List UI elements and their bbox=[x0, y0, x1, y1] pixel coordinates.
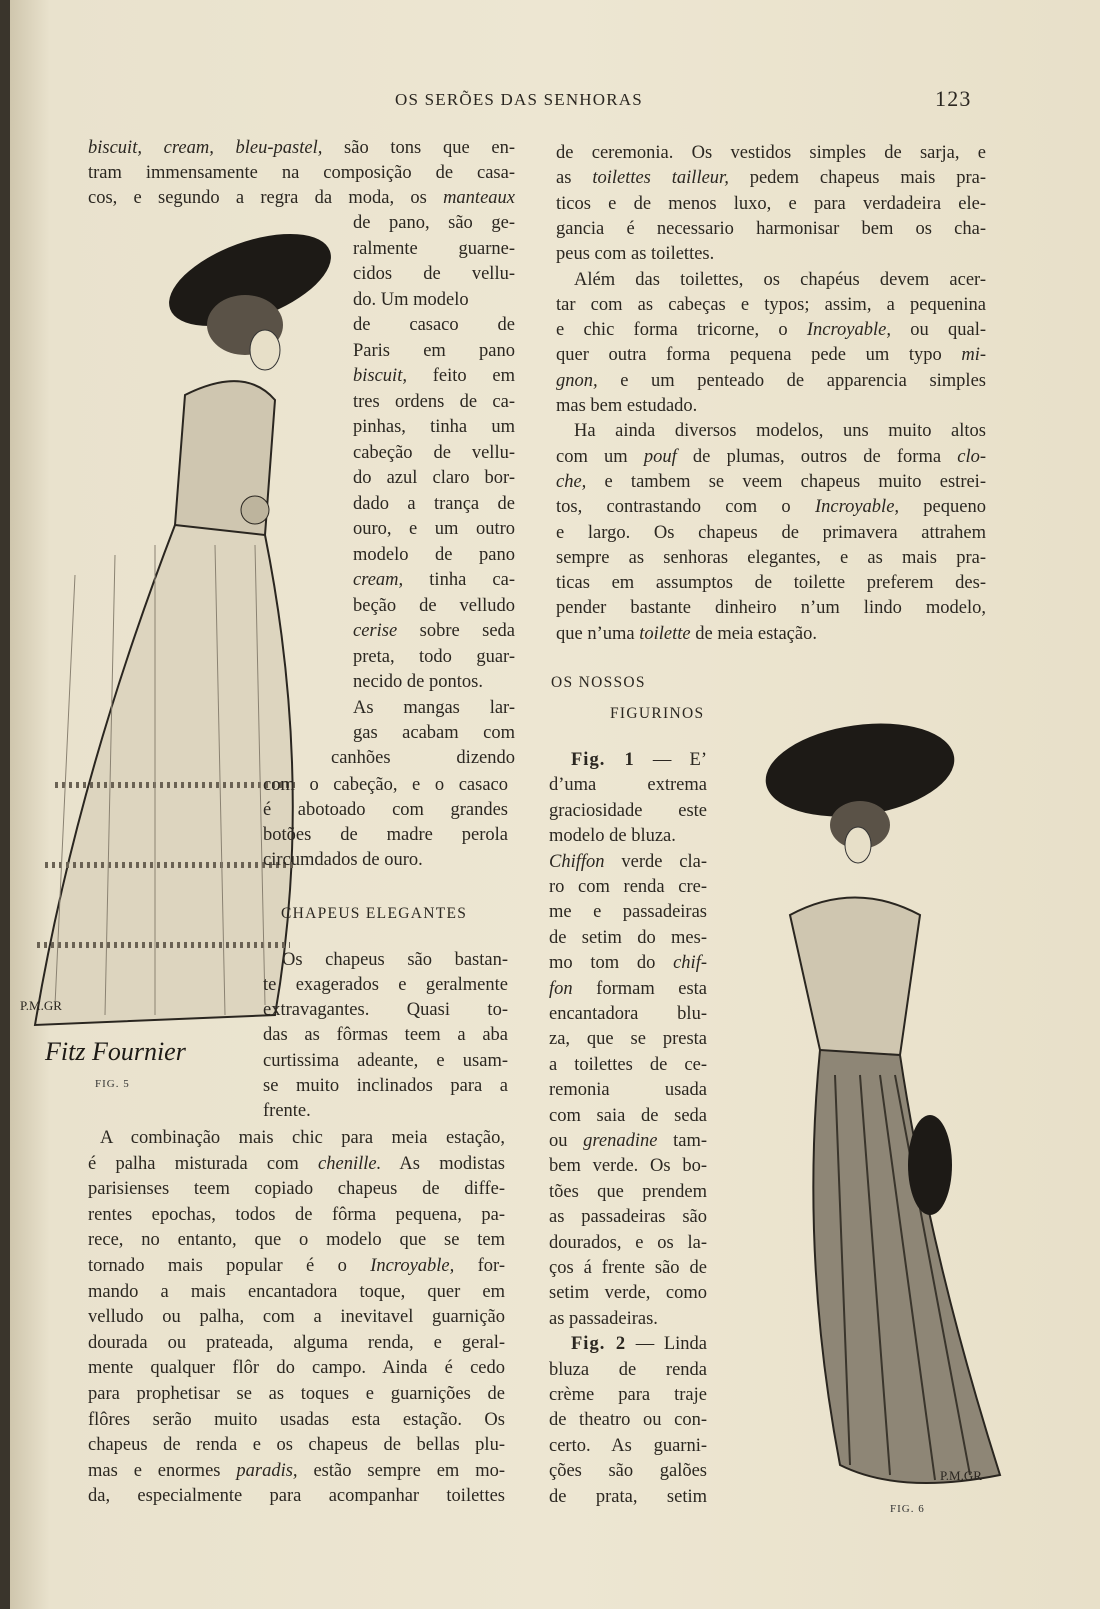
text-run: com o cabeção, e o casaco bbox=[263, 775, 508, 795]
text-line bbox=[353, 467, 515, 489]
text-line bbox=[549, 1003, 707, 1025]
text-line bbox=[549, 1181, 707, 1203]
text-run: beção de velludo bbox=[353, 595, 515, 616]
text-line bbox=[353, 391, 515, 413]
fig5-signature: Fitz Fournier bbox=[45, 1037, 186, 1066]
text-run: ou bbox=[549, 1131, 584, 1151]
text-run: mo tom do bbox=[549, 953, 674, 974]
italic-run: che, bbox=[556, 471, 587, 492]
text-run: rentes epochas, todos de fôrma pequena, pa- bbox=[88, 1204, 505, 1225]
text-line bbox=[263, 799, 508, 821]
text-run: botões de madre perola bbox=[263, 825, 508, 845]
text-line bbox=[556, 344, 986, 366]
text-run: a toilettes de ce- bbox=[549, 1054, 707, 1075]
text-run: Ha ainda diversos modelos, uns muito altos bbox=[574, 421, 986, 442]
text-run: tinha ca- bbox=[403, 570, 515, 590]
italic-run: biscuit, bbox=[353, 366, 407, 386]
text-run: de plumas, outros de forma bbox=[676, 446, 958, 467]
text-run: tões que prendem bbox=[549, 1181, 707, 1202]
text-line bbox=[556, 294, 986, 316]
italic-run: mi- bbox=[961, 345, 986, 366]
text-line bbox=[556, 370, 986, 392]
text-line bbox=[549, 952, 707, 974]
italic-run: clo- bbox=[957, 446, 986, 467]
text-line bbox=[549, 1232, 707, 1254]
text-run: de ceremonia. Os vestidos simples de sarja, e bbox=[556, 143, 986, 163]
text-run: que n’uma bbox=[556, 623, 640, 644]
text-line bbox=[88, 1357, 505, 1379]
text-run: Paris em pano bbox=[353, 340, 515, 361]
text-line bbox=[263, 974, 508, 996]
fig5-rose bbox=[241, 496, 269, 524]
text-line bbox=[574, 269, 986, 291]
text-line bbox=[88, 1460, 505, 1482]
text-run: feito em bbox=[406, 366, 515, 386]
text-line bbox=[549, 978, 707, 1000]
text-run: dourados, e os la- bbox=[549, 1232, 707, 1253]
text-line bbox=[88, 162, 515, 184]
text-line bbox=[88, 1306, 505, 1328]
text-run: gancia é necessario harmonisar bem os cha- bbox=[556, 218, 986, 239]
text-run: Além das toilettes, os chapéus devem acer- bbox=[574, 269, 986, 290]
text-line bbox=[549, 901, 707, 923]
text-line bbox=[88, 1255, 505, 1277]
magazine-page bbox=[10, 0, 1100, 1609]
text-run: verde cla- bbox=[604, 851, 707, 872]
text-line bbox=[353, 722, 515, 744]
book-spine-shadow bbox=[0, 0, 10, 1609]
text-line bbox=[331, 747, 515, 769]
text-line bbox=[353, 671, 515, 693]
text-line bbox=[556, 193, 986, 215]
text-run: e tambem se veem chapeus muito estrei- bbox=[586, 471, 986, 492]
text-run: — E’ bbox=[634, 750, 707, 770]
text-line bbox=[353, 365, 515, 387]
text-line bbox=[549, 1206, 707, 1228]
text-run: para prophetisar se as toques e guarnições de bbox=[88, 1384, 505, 1404]
text-line bbox=[88, 1332, 505, 1354]
text-run: mas e enormes bbox=[88, 1460, 237, 1481]
italic-run: pouf bbox=[643, 446, 677, 467]
text-run: é palha misturada com bbox=[88, 1153, 319, 1174]
text-run: rece, no entanto, que o modelo que se tem bbox=[88, 1230, 505, 1251]
section-heading-nossos: OS NOSSOS bbox=[551, 674, 646, 691]
text-line bbox=[549, 1460, 707, 1482]
text-run: peus com as toilettes. bbox=[556, 244, 715, 265]
text-line bbox=[353, 620, 515, 642]
text-line bbox=[556, 446, 986, 468]
text-line bbox=[353, 518, 515, 540]
text-run: e um penteado de apparencia simples bbox=[597, 370, 986, 391]
text-run: parisienses teem copiado chapeus de diffe- bbox=[88, 1179, 505, 1200]
text-run: são tons que en- bbox=[322, 138, 515, 158]
text-run: sobre seda bbox=[397, 621, 515, 641]
text-run: com um bbox=[556, 446, 644, 467]
italic-run: Incroyable, bbox=[806, 320, 891, 341]
running-header: OS SERÕES DAS SENHORAS bbox=[395, 90, 643, 109]
text-line bbox=[549, 1359, 707, 1381]
text-run: cabeção de vellu- bbox=[353, 442, 515, 463]
text-run: necido de pontos. bbox=[353, 672, 483, 692]
text-line bbox=[549, 1486, 707, 1508]
text-line bbox=[353, 697, 515, 719]
text-line bbox=[549, 774, 707, 796]
text-line bbox=[549, 927, 707, 949]
text-line bbox=[263, 774, 508, 796]
text-run: de theatro ou con- bbox=[549, 1410, 707, 1431]
text-line bbox=[574, 420, 986, 442]
text-line bbox=[282, 949, 508, 971]
text-run: for- bbox=[454, 1256, 505, 1276]
text-line bbox=[556, 471, 986, 493]
text-run: tar com as cabeças e typos; assim, a pequenina bbox=[556, 294, 986, 315]
text-run: do. Um modelo bbox=[353, 289, 469, 310]
text-line bbox=[88, 1383, 505, 1405]
text-run: mas bem estudado. bbox=[556, 396, 698, 416]
italic-run: Chiffon bbox=[549, 851, 605, 872]
fig6-face bbox=[845, 827, 871, 863]
text-line bbox=[549, 851, 707, 873]
text-run: de pano, são ge- bbox=[353, 213, 515, 233]
text-line bbox=[549, 876, 707, 898]
text-run: cidos de vellu- bbox=[353, 264, 515, 284]
text-line bbox=[556, 597, 986, 619]
text-line bbox=[88, 1229, 505, 1251]
text-line bbox=[549, 1384, 707, 1406]
italic-run: biscuit, cream, bleu-pastel, bbox=[88, 138, 323, 158]
fig6-caption: FIG. 6 bbox=[890, 1503, 925, 1515]
text-line bbox=[263, 999, 508, 1021]
text-line bbox=[353, 646, 515, 668]
text-line bbox=[556, 142, 986, 164]
text-line bbox=[556, 395, 986, 417]
page-number: 123 bbox=[935, 86, 972, 111]
text-line bbox=[556, 167, 986, 189]
text-run: Os chapeus são bastan- bbox=[282, 950, 508, 970]
text-line bbox=[88, 137, 515, 159]
text-line bbox=[556, 243, 986, 265]
text-line bbox=[549, 1054, 707, 1076]
text-line bbox=[549, 1105, 707, 1127]
italic-run: paradis, bbox=[236, 1460, 298, 1481]
italic-run: cream, bbox=[353, 570, 404, 590]
section-heading-chapeus: CHAPEUS ELEGANTES bbox=[281, 905, 468, 922]
text-run: d’uma extrema bbox=[549, 775, 707, 796]
text-line bbox=[88, 1204, 505, 1226]
text-run: modelo de pano bbox=[353, 544, 515, 565]
text-line bbox=[556, 218, 986, 240]
text-run: As mangas lar- bbox=[353, 697, 515, 718]
text-run: e chic forma tricorne, o bbox=[556, 320, 807, 341]
text-run: pender bastante dinheiro n’um lindo modelo, bbox=[556, 598, 986, 619]
text-run: canhões dizendo bbox=[331, 748, 515, 768]
text-line bbox=[556, 572, 986, 594]
text-run: de prata, setim bbox=[549, 1486, 707, 1507]
text-run: tres ordens de ca- bbox=[353, 391, 515, 412]
italic-run: chif- bbox=[673, 953, 707, 974]
text-run: remonia usada bbox=[549, 1080, 707, 1101]
text-run: formam esta bbox=[572, 978, 707, 999]
text-run: pequeno bbox=[899, 497, 986, 518]
text-run: das as fôrmas teem a aba bbox=[263, 1025, 508, 1046]
text-line bbox=[556, 623, 986, 645]
text-line bbox=[88, 187, 515, 209]
text-run: e largo. Os chapeus de primavera attrahem bbox=[556, 522, 986, 543]
text-line bbox=[353, 544, 515, 566]
italic-run: fon bbox=[549, 978, 573, 999]
text-run: graciosidade este bbox=[549, 800, 707, 821]
italic-run: grenadine bbox=[583, 1131, 658, 1151]
text-run: as passadeiras são bbox=[549, 1207, 707, 1228]
italic-run: Incroyable, bbox=[814, 497, 900, 518]
text-run: com saia de seda bbox=[549, 1105, 707, 1126]
text-run: estão sempre em mo- bbox=[297, 1460, 505, 1481]
italic-run: gnon, bbox=[556, 370, 598, 391]
text-run: certo. As guarni- bbox=[549, 1435, 707, 1456]
text-run: de casaco de bbox=[353, 315, 515, 335]
text-run: gas acabam com bbox=[353, 723, 515, 743]
text-run: A combinação mais chic para meia estação, bbox=[100, 1128, 505, 1148]
text-run: extravagantes. Quasi to- bbox=[263, 1000, 508, 1021]
text-line bbox=[100, 1127, 505, 1149]
text-run: preta, todo guar- bbox=[353, 646, 515, 667]
text-run: ro com renda cre- bbox=[549, 877, 707, 897]
text-run: tos, contrastando com o bbox=[556, 497, 815, 518]
text-line bbox=[353, 238, 515, 260]
italic-run: manteaux bbox=[443, 188, 515, 208]
fig6-illustration bbox=[740, 695, 1010, 1505]
text-run: circumdados de ouro. bbox=[263, 850, 423, 870]
text-run: as passadeiras. bbox=[549, 1308, 658, 1329]
fig5-monogram: P.M.GR bbox=[20, 998, 62, 1013]
text-line bbox=[263, 1075, 508, 1097]
text-line bbox=[353, 212, 515, 234]
text-run: pinhas, tinha um bbox=[353, 417, 515, 437]
text-run: se muito inclinados para a bbox=[263, 1075, 508, 1096]
text-run: de setim do mes- bbox=[549, 927, 707, 948]
text-line bbox=[549, 1308, 707, 1330]
italic-run: cerise bbox=[353, 621, 398, 641]
text-line bbox=[263, 849, 508, 871]
text-run: quer outra forma pequena pede um typo bbox=[556, 345, 962, 366]
figure-label: Fig. 2 bbox=[571, 1334, 627, 1355]
text-run: da, especialmente para acompanhar toilettes bbox=[88, 1486, 505, 1507]
text-line bbox=[549, 1282, 707, 1304]
text-line bbox=[353, 340, 515, 362]
text-run: ços á frente são de bbox=[549, 1258, 707, 1278]
text-run: ticas em assumptos de toilette preferem des- bbox=[556, 573, 986, 594]
text-line bbox=[556, 319, 986, 341]
text-line bbox=[549, 1435, 707, 1457]
text-line bbox=[549, 1028, 707, 1050]
text-line bbox=[353, 289, 515, 311]
text-run: do azul claro bor- bbox=[353, 468, 515, 488]
text-line bbox=[88, 1153, 505, 1175]
text-run: encantadora blu- bbox=[549, 1004, 707, 1024]
text-line bbox=[353, 595, 515, 617]
text-line bbox=[571, 1333, 707, 1355]
text-line bbox=[88, 1178, 505, 1200]
text-run: frente. bbox=[263, 1101, 311, 1121]
text-line bbox=[556, 547, 986, 569]
text-run: modelo de bluza. bbox=[549, 826, 676, 847]
text-run: ções são galões bbox=[549, 1461, 707, 1482]
text-run: me e passadeiras bbox=[549, 902, 707, 923]
text-run: cos, e segundo a regra da moda, os bbox=[88, 188, 444, 208]
text-run: curtissima adeante, e usam- bbox=[263, 1050, 508, 1071]
italic-run: chenille. bbox=[318, 1153, 382, 1174]
text-line bbox=[263, 824, 508, 846]
text-line bbox=[549, 1257, 707, 1279]
text-line bbox=[263, 1100, 508, 1122]
text-line bbox=[549, 1130, 707, 1152]
text-run: mente qualquer flôr do campo. Ainda é cedo bbox=[88, 1358, 505, 1379]
text-run: As modistas bbox=[381, 1153, 505, 1174]
section-heading-figurinos: FIGURINOS bbox=[610, 705, 705, 722]
text-line bbox=[353, 569, 515, 591]
text-run: — Linda bbox=[626, 1334, 707, 1355]
text-line bbox=[263, 1024, 508, 1046]
text-run: chapeus de renda e os chapeus de bellas plu- bbox=[88, 1435, 505, 1456]
text-run: é abotoado com grandes bbox=[263, 800, 508, 820]
text-run: as bbox=[556, 168, 593, 189]
text-run: za, que se presta bbox=[549, 1029, 707, 1050]
text-run: ou qual- bbox=[890, 320, 986, 341]
text-run: ticos e de menos luxo, e para verdadeira ele- bbox=[556, 193, 986, 214]
fig6-monogram: P.M.GR bbox=[940, 1468, 982, 1483]
text-run: tornado mais popular é o bbox=[88, 1256, 371, 1276]
text-run: tam- bbox=[657, 1131, 708, 1151]
text-line bbox=[88, 1281, 505, 1303]
italic-run: Incroyable, bbox=[370, 1256, 455, 1276]
text-line bbox=[549, 825, 707, 847]
text-line bbox=[88, 1485, 505, 1507]
text-run: tram immensamente na composição de casa- bbox=[88, 163, 515, 183]
text-line bbox=[571, 749, 707, 771]
text-run: flôres serão muito usadas esta estação. Os bbox=[88, 1409, 505, 1430]
text-run: bluza de renda bbox=[549, 1359, 707, 1380]
text-run: te exagerados e geralmente bbox=[263, 975, 508, 995]
fig5-caption: FIG. 5 bbox=[95, 1078, 130, 1090]
text-run: ralmente guarne- bbox=[353, 238, 515, 259]
text-run: velludo ou palha, com a inevitavel guarnição bbox=[88, 1307, 505, 1328]
text-run: bem verde. Os bo- bbox=[549, 1156, 707, 1177]
text-run: dourada ou prateada, alguma renda, e geral- bbox=[88, 1332, 505, 1353]
text-line bbox=[549, 1155, 707, 1177]
figure-label: Fig. 1 bbox=[571, 750, 635, 770]
text-line bbox=[556, 522, 986, 544]
text-run: ouro, e um outro bbox=[353, 519, 515, 539]
text-run: dado a trança de bbox=[353, 493, 515, 514]
text-run: crème para traje bbox=[549, 1385, 707, 1405]
text-line bbox=[549, 1409, 707, 1431]
fig6-bodice bbox=[790, 898, 920, 1060]
fig5-face bbox=[250, 330, 280, 370]
text-line bbox=[353, 493, 515, 515]
text-run: sempre as senhoras elegantes, e as mais pra- bbox=[556, 547, 986, 568]
text-line bbox=[263, 1050, 508, 1072]
text-run: mando a mais encantadora toque, quer em bbox=[88, 1281, 505, 1302]
text-line bbox=[549, 1079, 707, 1101]
italic-run: toilettes tailleur, bbox=[592, 168, 729, 189]
text-line bbox=[556, 496, 986, 518]
text-run: setim verde, como bbox=[549, 1283, 707, 1304]
text-line bbox=[549, 800, 707, 822]
text-line bbox=[353, 416, 515, 438]
text-line bbox=[353, 442, 515, 464]
text-line bbox=[88, 1409, 505, 1431]
text-line bbox=[353, 314, 515, 336]
text-run: pedem chapeus mais pra- bbox=[728, 168, 986, 189]
text-run: de meia estação. bbox=[690, 623, 817, 644]
italic-run: toilette bbox=[639, 623, 691, 644]
text-line bbox=[88, 1434, 505, 1456]
text-line bbox=[353, 263, 515, 285]
